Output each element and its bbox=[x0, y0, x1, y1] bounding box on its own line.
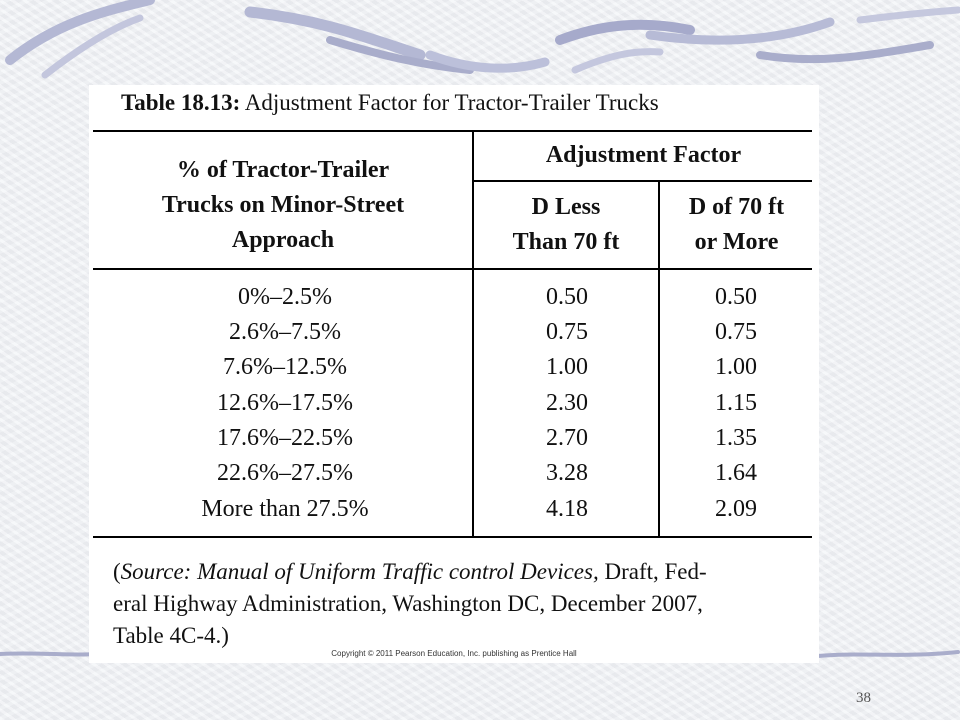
table-row-2-d-less-70: 0.75 bbox=[546, 319, 588, 345]
header-line: D of 70 ft bbox=[688, 194, 785, 220]
source-line-1-rest: Draft, Fed- bbox=[598, 559, 707, 584]
header-rule bbox=[93, 268, 812, 270]
table-row-7-range: More than 27.5% bbox=[201, 496, 369, 522]
table-caption: Adjustment Factor for Tractor-Trailer Trucks bbox=[244, 90, 659, 115]
header-percent-trucks bbox=[95, 153, 471, 258]
header-line: Trucks on Minor-Street bbox=[161, 192, 405, 218]
source-line-3: Table 4C-4.) bbox=[113, 623, 229, 648]
group-rule bbox=[473, 180, 812, 182]
table-number: Table 18.13: bbox=[121, 90, 241, 115]
table-row-4-d-70-more: 1.15 bbox=[715, 390, 757, 416]
table-row-1-range: 0%–2.5% bbox=[238, 284, 332, 310]
table-row-3-range: 7.6%–12.5% bbox=[223, 354, 347, 380]
header-line: Than 70 ft bbox=[512, 229, 620, 255]
table-row-1-d-less-70: 0.50 bbox=[546, 284, 588, 310]
table-row-6-d-less-70: 3.28 bbox=[546, 460, 588, 486]
table-row-7-d-less-70: 4.18 bbox=[546, 496, 588, 522]
header-d-less-70 bbox=[475, 190, 657, 260]
header-line: % of Tractor-Trailer bbox=[176, 157, 390, 183]
source-title: Source: Manual of Uniform Traffic control Devices, bbox=[120, 559, 599, 584]
table-image-panel bbox=[89, 85, 819, 663]
header-d-70-more bbox=[661, 190, 812, 260]
decorative-swoosh-top bbox=[0, 0, 960, 90]
table-row-3-d-less-70: 1.00 bbox=[546, 354, 588, 380]
header-adjustment-factor bbox=[475, 138, 812, 173]
slide-page-number: 38 bbox=[856, 690, 871, 706]
table-row-2-range: 2.6%–7.5% bbox=[229, 319, 341, 345]
source-line-2: eral Highway Administration, Washington DC, December 2007, bbox=[113, 591, 703, 616]
header-line: Approach bbox=[231, 227, 335, 253]
table-row-6-range: 22.6%–27.5% bbox=[217, 460, 353, 486]
table-title bbox=[121, 90, 659, 116]
source-line-1 bbox=[113, 556, 813, 588]
top-rule bbox=[93, 130, 812, 132]
table-row-3-d-70-more: 1.00 bbox=[715, 354, 757, 380]
table-row-5-d-70-more: 1.35 bbox=[715, 425, 757, 451]
header-line: Adjustment Factor bbox=[545, 142, 742, 168]
table-row-7-d-70-more: 2.09 bbox=[715, 496, 757, 522]
source-open-paren: ( bbox=[113, 559, 121, 584]
table-row-5-d-less-70: 2.70 bbox=[546, 425, 588, 451]
table-row-5-range: 17.6%–22.5% bbox=[217, 425, 353, 451]
table-row-4-d-less-70: 2.30 bbox=[546, 390, 588, 416]
header-line: D Less bbox=[531, 194, 601, 220]
table-row-1-d-70-more: 0.50 bbox=[715, 284, 757, 310]
header-line: or More bbox=[694, 229, 779, 255]
bottom-rule bbox=[93, 536, 812, 538]
table-row-2-d-70-more: 0.75 bbox=[715, 319, 757, 345]
copyright-notice: Copyright © 2011 Pearson Education, Inc. publishing as Prentice Hall bbox=[331, 649, 577, 658]
table-row-4-range: 12.6%–17.5% bbox=[217, 390, 353, 416]
source-citation bbox=[113, 556, 813, 652]
table-row-6-d-70-more: 1.64 bbox=[715, 460, 757, 486]
